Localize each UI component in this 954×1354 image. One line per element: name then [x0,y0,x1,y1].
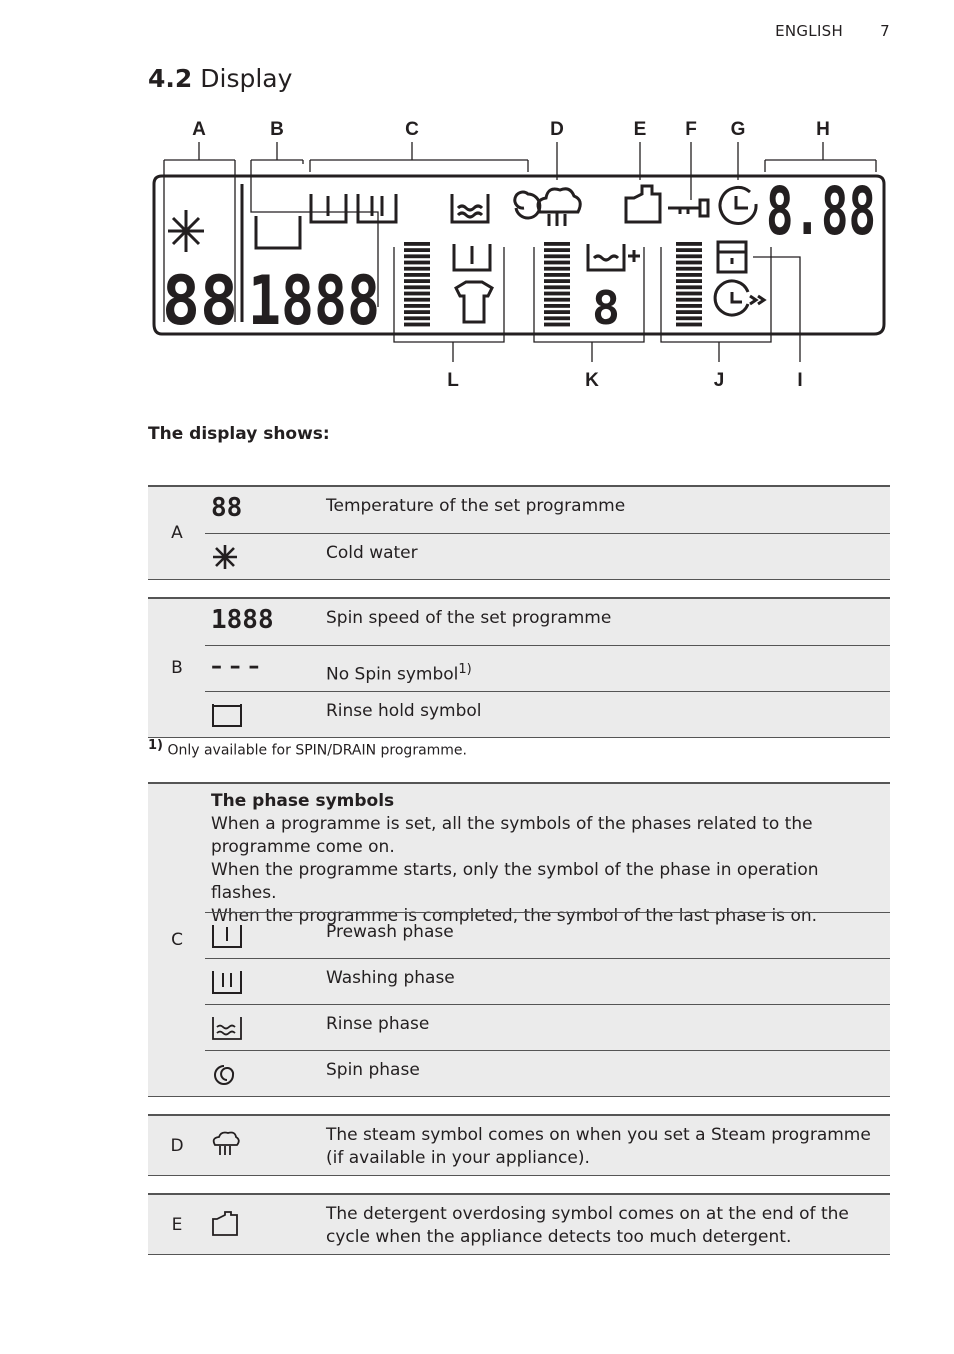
gauge-bar [544,310,570,314]
phase-intro-row [205,784,890,926]
gauge-bar [404,261,430,265]
gauge-bar [676,292,702,296]
language-label: ENGLISH [775,22,844,40]
phase-para-1: When a programme is set, all the symbols of the phases related to the programme come on. [211,814,813,857]
lcd-bar-gauge-j [676,242,702,326]
lcd-detergent-icon [626,186,660,222]
label-g: G [730,119,746,140]
row-text: Rinse hold symbol [326,701,482,721]
label-d: D [550,119,564,140]
gauge-bar [676,298,702,302]
gauge-bar [544,273,570,277]
steam-icon [211,1132,239,1158]
label-h: H [816,119,830,140]
lcd-snowflake-icon [168,210,204,252]
gauge-bar [404,298,430,302]
table-row [205,645,890,692]
lcd-speed-digits: 1888 [248,262,380,341]
snowflake-icon [211,544,239,570]
row-letter: A [171,523,183,543]
gauge-bar [676,273,702,277]
gauge-bar [544,292,570,296]
gauge-bar [544,267,570,271]
gauge-bar [404,279,430,283]
gauge-bar [544,242,570,246]
label-e: E [633,119,647,140]
row-text: Spin speed of the set programme [326,608,612,628]
label-c: C [405,119,419,140]
label-l: L [447,370,459,391]
gauge-bar [676,267,702,271]
gauge-bar [544,323,570,327]
label-b: B [270,119,284,140]
gauge-bar [676,285,702,289]
table-row [205,1004,890,1051]
row-text: Spin phase [326,1060,420,1080]
page-header [775,22,890,40]
lcd-rinse-plus-icon [588,244,640,270]
gauge-bar [544,248,570,252]
footnote-mark: 1) [148,738,163,753]
table-a [148,485,890,580]
phase-heading: The phase symbols [211,791,395,811]
table-row [205,487,890,533]
washing-icon [211,969,243,995]
row-letter: D [170,1135,184,1156]
spin-icon [211,1061,237,1087]
table-c [148,782,890,1097]
display-intro: The display shows: [148,424,330,444]
lcd-steam-icon [538,189,580,226]
footnote-text: Only available for SPIN/DRAIN programme. [167,742,467,759]
gauge-bar [676,310,702,314]
prewash-icon [211,923,243,949]
rinse-icon [211,1015,243,1041]
phase-para-3: When the programme is completed, the symbol of the last phase is on. [211,906,818,926]
table-d [148,1114,890,1176]
temperature-digits-symbol: 88 [211,493,243,523]
row-text: Temperature of the set programme [326,496,626,516]
gauge-bar [676,242,702,246]
gauge-bar [676,248,702,252]
row-text: No Spin symbol [326,664,459,685]
table-row [205,533,890,580]
page-number: 7 [880,22,890,40]
gauge-bar [676,279,702,283]
row-letter: C [171,930,183,950]
section-number: 4.2 [148,64,193,93]
gauge-bar [404,254,430,258]
gauge-bar [404,248,430,252]
row-text: Washing phase [326,968,455,988]
lcd-washing-icon [358,194,396,222]
lcd-rinse-icon [452,194,488,222]
gauge-bar [404,304,430,308]
lcd-temperature-digits: 88 [162,262,238,341]
row-text: The detergent overdosing symbol comes on at the end of the cycle when the appliance detects too much detergent. [326,1204,849,1247]
table-row [205,1195,890,1254]
table-row [205,958,890,1005]
label-f: F [685,119,697,140]
lcd-spin-icon [515,192,540,218]
label-j: J [713,370,725,391]
gauge-bar [404,285,430,289]
table-row [205,1050,890,1097]
gauge-bar [404,316,430,320]
label-a: A [192,119,206,140]
gauge-bar [544,279,570,283]
table-row [205,912,890,959]
gauge-bar [676,261,702,265]
gauge-bar [404,273,430,277]
gauge-bar [404,323,430,327]
table-row [205,599,890,645]
row-letter: B [171,658,183,678]
lcd-key-icon [668,200,708,216]
table-b [148,597,890,738]
speed-digits-symbol: 1888 [211,605,274,635]
table-e [148,1193,890,1255]
lcd-door-lock-icon [718,242,746,272]
gauge-bar [404,267,430,271]
gauge-bar [544,298,570,302]
row-text: Cold water [326,543,418,563]
phase-para-2: When the programme starts, only the symbol of the phase in operation flashes. [211,860,819,903]
lcd-rinse-hold-icon [256,216,300,248]
gauge-bar [404,310,430,314]
row-text: Prewash phase [326,922,454,942]
row-text: Rinse phase [326,1014,430,1034]
lcd-bar-gauge-k [544,242,570,326]
section-name: Display [200,64,293,93]
table-row [205,1116,890,1175]
lcd-bar-gauge-l [404,242,430,326]
row-text: The steam symbol comes on when you set a Steam programme (if available in your appliance). [326,1125,871,1168]
lcd-stain-icon [456,282,492,322]
table-row [205,691,890,738]
footnote [148,738,890,759]
rinse-hold-icon [211,702,243,728]
gauge-bar [544,285,570,289]
no-spin-symbol: – – – [211,654,260,679]
gauge-bar [676,254,702,258]
lcd-delay-icon [720,187,756,223]
lcd-time-digits: 8.88 [766,173,876,250]
footnote-ref: 1) [458,662,472,677]
detergent-icon [211,1211,241,1237]
gauge-bar [676,304,702,308]
gauge-bar [404,292,430,296]
lcd-prewash-small-icon [454,244,490,270]
gauge-bar [676,323,702,327]
section-title [148,64,292,93]
gauge-bar [544,261,570,265]
lcd-prewash-icon [311,194,346,222]
row-letter: E [171,1214,183,1235]
gauge-bar [544,316,570,320]
gauge-bar [544,254,570,258]
label-k: K [585,370,599,391]
gauge-bar [404,242,430,246]
label-i: I [797,370,803,391]
lcd-time-end-icon [715,281,764,315]
lcd-k-digit: 8 [592,281,620,335]
gauge-bar [544,304,570,308]
display-diagram [148,112,890,397]
gauge-bar [676,316,702,320]
